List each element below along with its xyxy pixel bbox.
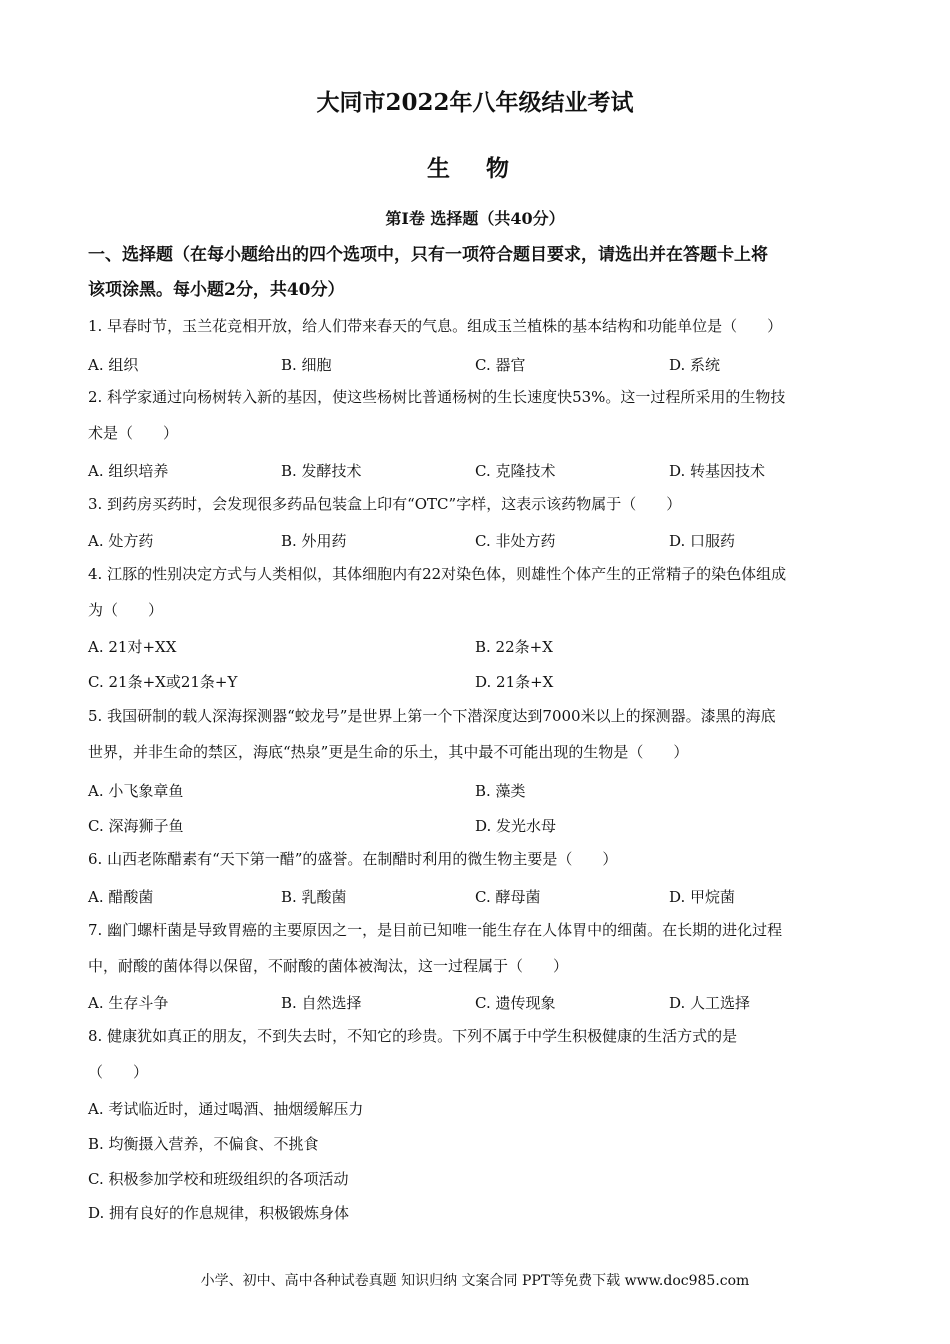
options-2 <box>88 460 868 486</box>
option-c: C. 酵母菌 <box>475 888 541 906</box>
option-d: D. 拥有良好的作息规律，积极锻炼身体 <box>88 1204 350 1222</box>
section-line-2: 该项涂黑。每小题2分，共40分） <box>88 280 345 300</box>
options-6 <box>88 886 868 912</box>
option-b: B. 发酵技术 <box>281 462 362 480</box>
text-after-emphasis: 出现的生物是（ ） <box>538 743 689 761</box>
option-a: A. 组织培养 <box>88 462 169 480</box>
question-text: 1. 早春时节，玉兰花竞相开放，给人们带来春天的气息。组成玉兰植株的基本结构和功能单位是（ ） <box>88 317 783 335</box>
question-text: 5. 我国研制的载人深海探测器“蛟龙号”是世界上第一个下潜深度达到7000米以上的探测器。漆黑的海底 <box>88 707 776 725</box>
option-d: D. 发光水母 <box>475 817 557 835</box>
option-b: B. 自然选择 <box>281 994 362 1012</box>
option-a: A. 处方药 <box>88 532 154 550</box>
option-b: B. 外用药 <box>281 532 347 550</box>
option-c: C. 遗传现象 <box>475 994 556 1012</box>
question-text-cont <box>88 734 873 770</box>
option-c: C. 克隆技术 <box>475 462 556 480</box>
question-text: 3. 到药房买药时，会发现很多药品包装盒上印有“OTC”字样，这表示该药物属于（ ） <box>88 495 682 513</box>
options-5a <box>88 780 868 806</box>
options-3 <box>88 530 868 556</box>
question-6 <box>88 841 873 877</box>
emphasis-char: 可 · <box>508 743 523 761</box>
option-b: B. 藻类 <box>475 782 526 800</box>
option-row-a <box>88 1098 868 1124</box>
option-a: A. 21对+XX <box>88 638 177 656</box>
option-a: A. 醋酸菌 <box>88 888 154 906</box>
question-text-cont: （ ） <box>88 1063 149 1081</box>
option-b: B. 细胞 <box>281 356 332 374</box>
option-a: A. 考试临近时，通过喝酒、抽烟缓解压力 <box>88 1100 364 1118</box>
option-row-b <box>88 1133 868 1159</box>
options-4a <box>88 636 868 662</box>
option-d: D. 21条+X <box>475 673 554 691</box>
option-row-d <box>88 1202 868 1228</box>
page-footer: 小学、初中、高中各种试卷真题 知识归纳 文案合同 PPT等免费下载 www.doc985.com <box>200 1273 750 1289</box>
text-after-emphasis: 中学生积极健康的生活方式的是 <box>527 1027 738 1045</box>
question-2 <box>88 379 873 451</box>
option-d: D. 甲烷菌 <box>669 888 736 906</box>
option-b: B. 均衡摄入营养，不偏食、不挑食 <box>88 1135 319 1153</box>
question-text-cont: 为（ ） <box>88 601 164 619</box>
option-d: D. 系统 <box>669 356 721 374</box>
question-7 <box>88 912 873 984</box>
option-a: A. 生存斗争 <box>88 994 169 1012</box>
emphasis-char: 不 · <box>482 1027 497 1045</box>
option-c: C. 非处方药 <box>475 532 556 550</box>
question-text: 4. 江豚的性别决定方式与人类相似，其体细胞内有22对染色体，则雄性个体产生的正常精子的染色体组成 <box>88 565 787 583</box>
options-4b <box>88 671 868 697</box>
option-c: C. 积极参加学校和班级组织的各项活动 <box>88 1170 349 1188</box>
question-1 <box>88 308 873 344</box>
option-a: A. 小飞象章鱼 <box>88 782 184 800</box>
section-instructions <box>88 238 868 308</box>
option-c: C. 器官 <box>475 356 526 374</box>
option-a: A. 组织 <box>88 356 139 374</box>
option-b: B. 乳酸菌 <box>281 888 347 906</box>
question-4 <box>88 556 873 628</box>
options-7 <box>88 992 868 1018</box>
part-title: 第Ⅰ卷 选择题（共40分） <box>385 209 565 228</box>
option-row-c <box>88 1168 868 1194</box>
option-d: D. 转基因技术 <box>669 462 766 480</box>
question-text: 2. 科学家通过向杨树转入新的基因，使这些杨树比普通杨树的生长速度快53%。这一过程所采用的生物技 <box>88 388 786 406</box>
question-text-cont: 术是（ ） <box>88 424 179 442</box>
question-3 <box>88 486 873 522</box>
options-1 <box>88 354 868 380</box>
text-before-emphasis: 8. 健康犹如真正的朋友，不到失去时，不知它的珍贵。下列 <box>88 1027 483 1045</box>
exam-title: 大同市2022年八年级结业考试 <box>316 89 634 116</box>
emphasis-char: 于 · <box>512 1027 527 1045</box>
question-text: 6. 山西老陈醋素有“天下第一醋”的盛誉。在制醋时利用的微生物主要是（ ） <box>88 850 618 868</box>
emphasis-char: 能 · <box>523 743 538 761</box>
section-line-1: 一、选择题（在每小题给出的四个选项中，只有一项符合题目要求，请选出并在答题卡上将 <box>88 245 768 265</box>
option-b: B. 22条+X <box>475 638 553 656</box>
question-text-cont: 中，耐酸的菌体得以保留，不耐酸的菌体被淘汰，这一过程属于（ ） <box>88 957 569 975</box>
emphasis-char: 不 · <box>493 743 508 761</box>
question-text: 7. 幽门螺杆菌是导致胃癌的主要原因之一，是目前已知唯一能生存在人体胃中的细菌。在长期的进化过程 <box>88 921 783 939</box>
emphasis-char: 属 · <box>497 1027 512 1045</box>
option-d: D. 人工选择 <box>669 994 751 1012</box>
question-8 <box>88 1018 873 1090</box>
options-5b <box>88 815 868 841</box>
question-text <box>88 1018 873 1054</box>
option-c: C. 21条+X或21条+Y <box>88 673 238 691</box>
option-d: D. 口服药 <box>669 532 736 550</box>
question-5 <box>88 698 873 770</box>
option-c: C. 深海狮子鱼 <box>88 817 184 835</box>
subject-title: 生 物 <box>426 155 523 182</box>
text-before-emphasis: 世界，并非生命的禁区，海底“热泉”更是生命的乐土，其中最 <box>88 743 494 761</box>
